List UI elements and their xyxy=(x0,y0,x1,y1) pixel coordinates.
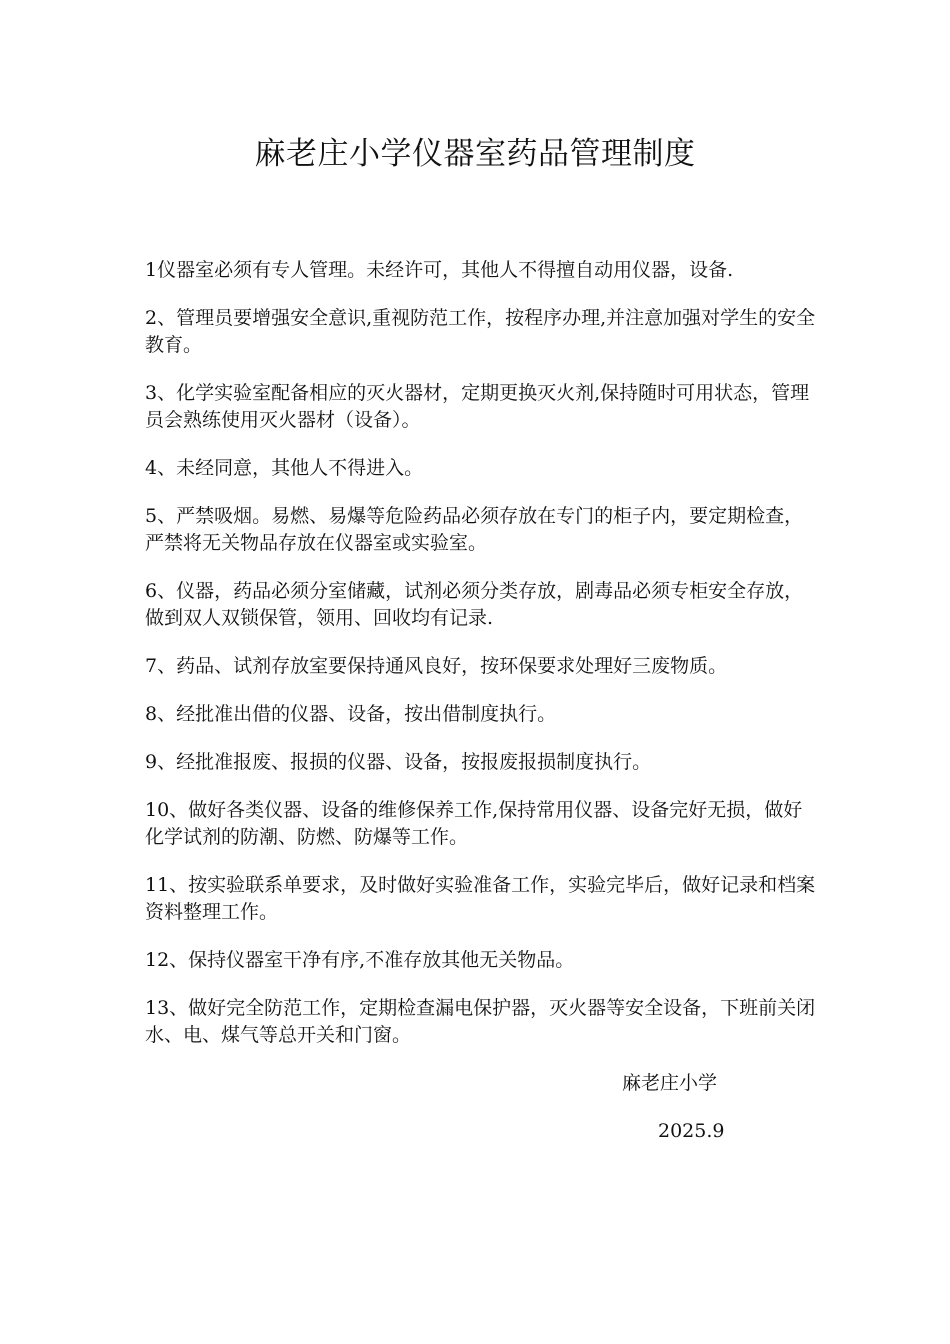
signature-school-name: 麻老庄小学 xyxy=(622,1072,718,1094)
rule-item: 1仪器室必须有专人管理。未经许可，其他人不得擅自动用仪器，设备. xyxy=(145,259,734,281)
rule-item: 5、严禁吸烟。易燃、易爆等危险药品必须存放在专门的柜子内，要定期检查，严禁将无关物品存放在仪器室或实验室。 xyxy=(145,505,804,554)
rule-item: 2、管理员要增强安全意识,重视防范工作，按程序办理,并注意加强对学生的安全教育。 xyxy=(145,307,816,356)
rule-item: 3、化学实验室配备相应的灭火器材，定期更换灭火剂,保持随时可用状态，管理员会熟练使用灭火器材（设备）。 xyxy=(145,382,810,431)
signature-date: 2025.9 xyxy=(658,1120,725,1142)
rule-item: 7、药品、试剂存放室要保持通风良好，按环保要求处理好三废物质。 xyxy=(145,655,728,677)
rule-item: 11、按实验联系单要求，及时做好实验准备工作，实验完毕后，做好记录和档案资料整理工作。 xyxy=(145,874,816,923)
rule-item: 12、保持仪器室干净有序,不准存放其他无关物品。 xyxy=(145,949,575,971)
rule-item: 6、仪器，药品必须分室储藏，试剂必须分类存放，剧毒品必须专柜安全存放，做到双人双锁保管，领用、回收均有记录. xyxy=(145,580,804,629)
rule-item: 10、做好各类仪器、设备的维修保养工作,保持常用仪器、设备完好无损，做好化学试剂的防潮、防燃、防爆等工作。 xyxy=(145,799,803,848)
rule-item: 4、未经同意，其他人不得进入。 xyxy=(145,457,424,479)
rules-list xyxy=(145,257,817,1070)
document-title: 麻老庄小学仪器室药品管理制度 xyxy=(254,136,696,172)
rule-item: 9、经批准报废、报损的仪器、设备，按报废报损制度执行。 xyxy=(145,751,652,773)
rule-item: 13、做好完全防范工作，定期检查漏电保护器，灭火器等安全设备，下班前关闭水、电、煤气等总开关和门窗。 xyxy=(145,997,816,1046)
rule-item: 8、经批准出借的仪器、设备，按出借制度执行。 xyxy=(145,703,557,725)
